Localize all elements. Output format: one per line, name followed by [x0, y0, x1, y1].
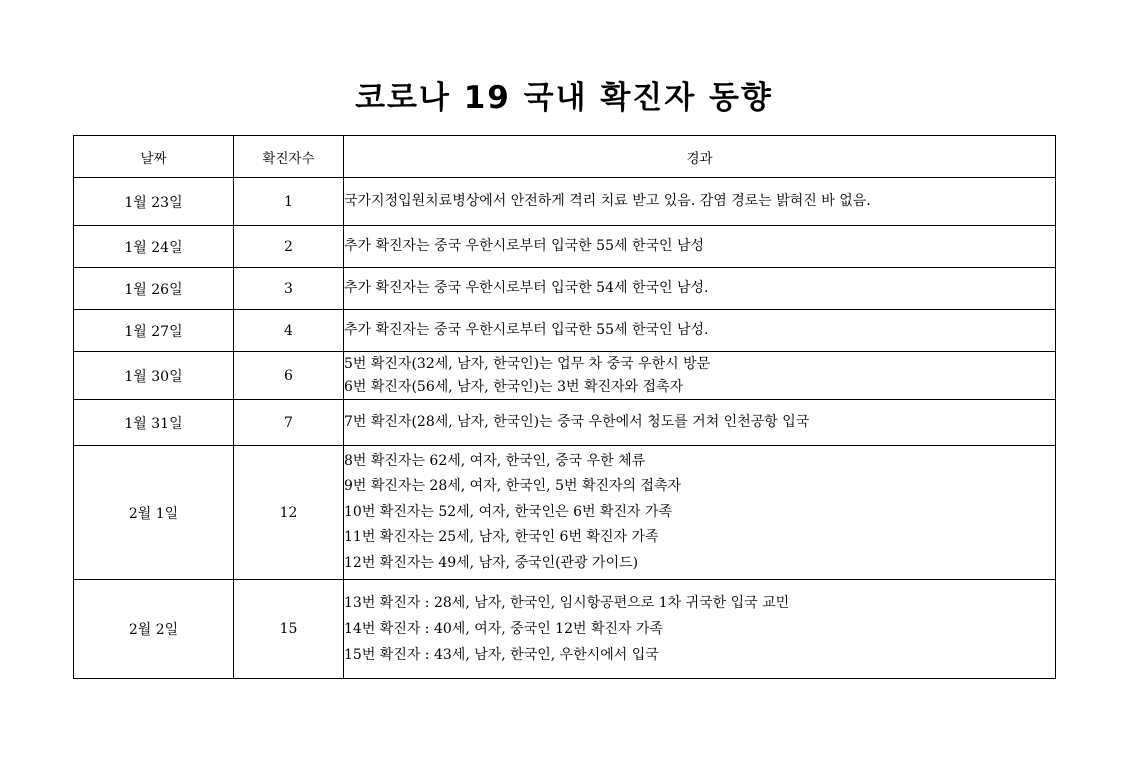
table-header-row: [74, 136, 1056, 178]
result-line: 추가 확진자는 중국 우한시로부터 입국한 54세 한국인 남성.: [344, 279, 709, 296]
result-line: 추가 확진자는 중국 우한시로부터 입국한 55세 한국인 남성.: [344, 321, 709, 338]
result-line: 5번 확진자(32세, 남자, 한국인)는 업무 차 중국 우한시 방문: [344, 355, 711, 372]
result-line: 13번 확진자 : 28세, 남자, 한국인, 임시항공편으로 1차 귀국한 입국 교민: [344, 595, 790, 611]
result-line: 10번 확진자는 52세, 여자, 한국인은 6번 확진자 가족: [344, 503, 673, 520]
table-row: [74, 268, 1056, 310]
result-cell: [344, 178, 1056, 226]
result-line: 8번 확진자는 62세, 여자, 한국인, 중국 우한 체류: [344, 452, 646, 469]
table-row: [74, 226, 1056, 268]
table-row: [74, 352, 1056, 400]
result-cell: [344, 400, 1056, 446]
date-cell: 1월 30일: [74, 352, 234, 400]
count-cell: 7: [234, 400, 344, 446]
result-line: 9번 확진자는 28세, 여자, 한국인, 5번 확진자의 접촉자: [344, 478, 682, 495]
result-cell: [344, 446, 1056, 580]
result-line: 7번 확진자(28세, 남자, 한국인)는 중국 우한에서 청도를 거쳐 인천공항 입국: [344, 413, 810, 430]
count-cell: 6: [234, 352, 344, 400]
table-row: [74, 400, 1056, 446]
result-cell: [344, 580, 1056, 679]
result-line: 15번 확진자 : 43세, 남자, 한국인, 우한시에서 입국: [344, 647, 659, 663]
result-line: 11번 확진자는 25세, 남자, 한국인 6번 확진자 가족: [344, 529, 659, 546]
count-cell: 12: [234, 446, 344, 580]
table-row: [74, 580, 1056, 679]
result-line: 6번 확진자(56세, 남자, 한국인)는 3번 확진자와 접촉자: [344, 378, 684, 395]
date-cell: 1월 24일: [74, 226, 234, 268]
result-line: 12번 확진자는 49세, 남자, 중국인(관광 가이드): [344, 554, 639, 571]
result-cell: [344, 268, 1056, 310]
result-line: 14번 확진자 : 40세, 여자, 중국인 12번 확진자 가족: [344, 621, 664, 637]
header-date: 날짜: [74, 136, 234, 178]
result-line: 추가 확진자는 중국 우한시로부터 입국한 55세 한국인 남성: [344, 237, 705, 254]
header-count: 확진자수: [234, 136, 344, 178]
result-cell: [344, 310, 1056, 352]
date-cell: 1월 27일: [74, 310, 234, 352]
table-row: [74, 310, 1056, 352]
count-cell: 1: [234, 178, 344, 226]
date-cell: 1월 31일: [74, 400, 234, 446]
result-cell: [344, 352, 1056, 400]
count-cell: 15: [234, 580, 344, 679]
count-cell: 2: [234, 226, 344, 268]
result-line: 국가지정입원치료병상에서 안전하게 격리 치료 받고 있음. 감염 경로는 밝혀진 바 없음.: [344, 192, 871, 209]
table-row: [74, 446, 1056, 580]
result-cell: [344, 226, 1056, 268]
count-cell: 4: [234, 310, 344, 352]
date-cell: 2월 1일: [74, 446, 234, 580]
page-title: 코로나 19 국내 확진자 동향: [355, 80, 773, 116]
date-cell: 2월 2일: [74, 580, 234, 679]
table-row: [74, 178, 1056, 226]
header-result: 경과: [344, 136, 1056, 178]
date-cell: 1월 26일: [74, 268, 234, 310]
date-cell: 1월 23일: [74, 178, 234, 226]
count-cell: 3: [234, 268, 344, 310]
confirmed-cases-table: [73, 135, 1056, 679]
